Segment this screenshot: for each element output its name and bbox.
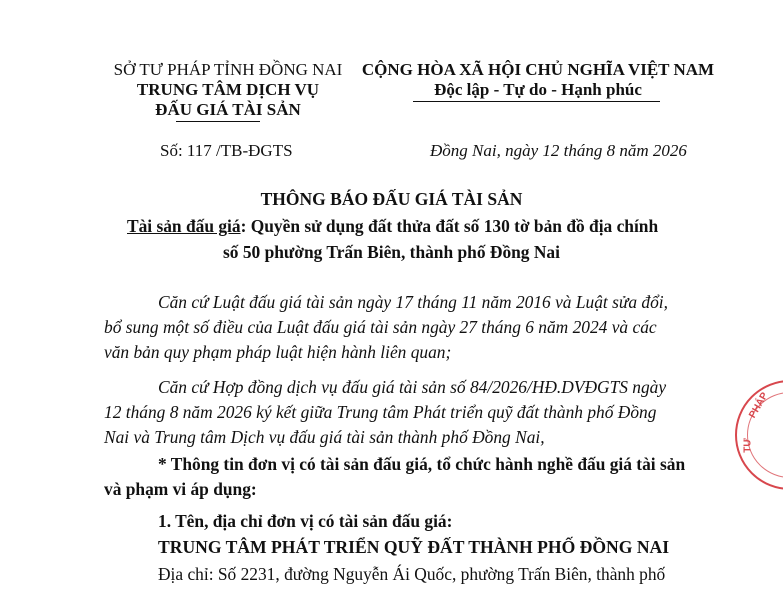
basis-law-line-3: văn bản quy phạm pháp luật hiện hành liên quan; bbox=[104, 342, 452, 362]
basis-contract-line-2: 12 tháng 8 năm 2026 ký kết giữa Trung tâm Phát triển quỹ đất thành phố Đồng bbox=[104, 402, 657, 422]
country-name: CỘNG HÒA XÃ HỘI CHỦ NGHĨA VIỆT NAM bbox=[361, 60, 715, 79]
seal-lettering: PHÁP bbox=[747, 390, 771, 421]
official-seal-stamp bbox=[735, 380, 783, 490]
section-heading bbox=[104, 452, 685, 502]
seal-lettering-2: TƯ bbox=[742, 438, 754, 453]
national-motto bbox=[356, 60, 720, 100]
document-title: THÔNG BÁO ĐẤU GIÁ TÀI SẢN bbox=[260, 189, 523, 209]
basis-contract-line-3: Nai và Trung tâm Dịch vụ đấu giá tài sản thành phố Đồng Nai, bbox=[104, 427, 545, 447]
subject-label: Tài sản đấu giá bbox=[127, 216, 241, 236]
authority-underline bbox=[176, 121, 260, 122]
issuing-authority bbox=[108, 60, 348, 120]
organization-address: Địa chỉ: Số 2231, đường Nguyễn Ái Quốc, phường Trấn Biên, thành phố bbox=[158, 564, 666, 584]
date-place: Đồng Nai, ngày 12 tháng 8 năm 2026 bbox=[430, 141, 687, 160]
authority-line-3: ĐẤU GIÁ TÀI SẢN bbox=[155, 100, 301, 119]
document-number: Số: 117 /TB-ĐGTS bbox=[160, 141, 293, 160]
organization-name: TRUNG TÂM PHÁT TRIỂN QUỸ ĐẤT THÀNH PHỐ ĐỒNG NAI bbox=[158, 537, 670, 557]
authority-line-2: TRUNG TÂM DỊCH VỤ bbox=[136, 80, 320, 99]
basis-contract-paragraph bbox=[104, 375, 666, 450]
basis-law-line-2: bổ sung một số điều của Luật đấu giá tài sản ngày 27 tháng 6 năm 2024 và các bbox=[104, 317, 657, 337]
basis-law-paragraph bbox=[104, 290, 668, 365]
section-line-2: và phạm vi áp dụng: bbox=[104, 479, 257, 499]
subject-text-1: : Quyền sử dụng đất thửa đất số 130 tờ bản đồ địa chính bbox=[240, 216, 659, 236]
item-1-heading: 1. Tên, địa chỉ đơn vị có tài sản đấu giá: bbox=[158, 511, 453, 531]
motto-line: Độc lập - Tự do - Hạnh phúc bbox=[434, 80, 642, 99]
subject-line-1 bbox=[127, 216, 658, 237]
subject-line-2: số 50 phường Trấn Biên, thành phố Đồng Nai bbox=[223, 242, 560, 262]
motto-underline bbox=[413, 101, 660, 102]
authority-line-1: SỞ TƯ PHÁP TỈNH ĐỒNG NAI bbox=[113, 60, 343, 79]
basis-contract-line-1: Căn cứ Hợp đồng dịch vụ đấu giá tài sản số 84/2026/HĐ.DVĐGTS ngày bbox=[158, 377, 667, 397]
basis-law-line-1: Căn cứ Luật đấu giá tài sản ngày 17 tháng 11 năm 2016 và Luật sửa đổi, bbox=[158, 292, 668, 312]
section-line-1: * Thông tin đơn vị có tài sản đấu giá, tổ chức hành nghề đấu giá tài sản bbox=[158, 454, 686, 474]
